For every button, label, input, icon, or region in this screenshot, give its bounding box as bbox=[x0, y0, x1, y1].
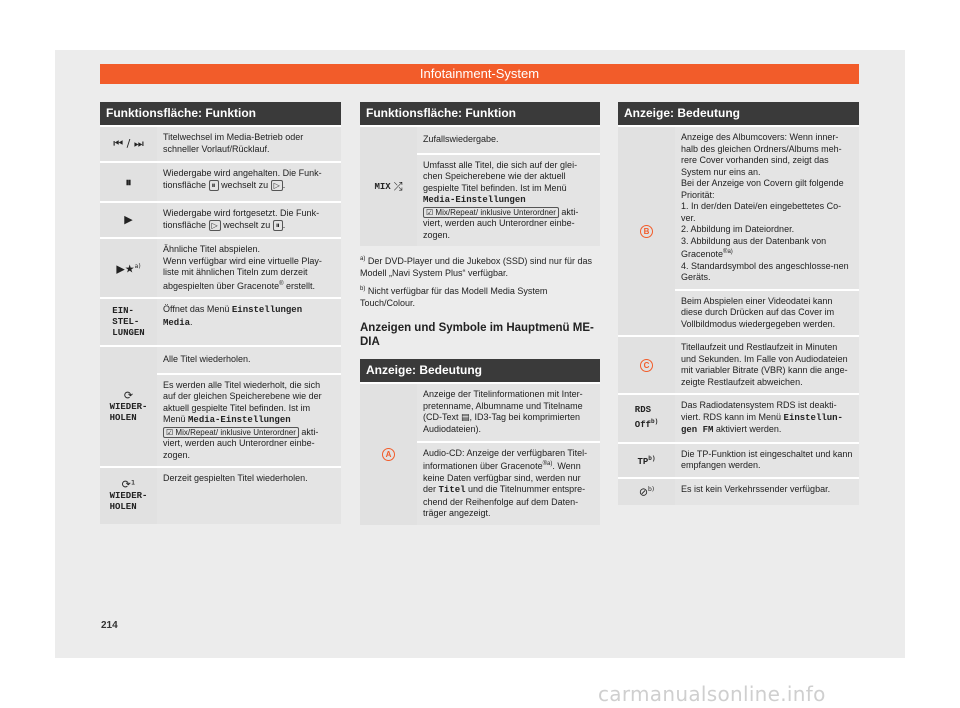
prev-next-icon bbox=[100, 127, 157, 161]
row-description: Die TP-Funktion ist eingeschaltet und kann empfangen werden. bbox=[675, 444, 859, 477]
watermark: carmanualsonline.info bbox=[598, 682, 826, 706]
function-table-middle bbox=[360, 102, 600, 525]
pause-button-icon: ⏸ bbox=[273, 220, 283, 231]
table-heading: Anzeige: Bedeutung bbox=[360, 359, 600, 382]
marker-a: A bbox=[382, 448, 395, 461]
section-header: Infotainment-System bbox=[100, 64, 859, 84]
rds-off-key: RDS Off$^{b)}$ bbox=[634, 405, 659, 431]
row-description: Es ist kein Verkehrssender verfügbar. bbox=[675, 479, 859, 505]
row-description: Titelwechsel im Media-Betrieb oder schneller Vorlauf/Rücklauf. bbox=[157, 127, 341, 161]
function-table-left bbox=[100, 102, 341, 524]
page-number: 214 bbox=[101, 620, 118, 631]
table-row bbox=[100, 201, 341, 237]
row-description: Derzeit gespielten Titel wiederholen. bbox=[157, 468, 341, 524]
table-row bbox=[618, 442, 859, 477]
repeat-one-icon: ⟳¹ bbox=[121, 478, 136, 491]
checkbox-option: ☑ Mix/Repeat/ inklusive Unterordner bbox=[423, 207, 559, 218]
footnote-b: $^{b)}$ Nicht verfügbar für das Modell Media System Touch/Colour. bbox=[360, 286, 548, 308]
table-row bbox=[618, 477, 859, 505]
table-row bbox=[360, 382, 600, 525]
row-description: Wiedergabe wird fortgesetzt. Die Funk-tionsfläche ▷ wechselt zu ⏸ . bbox=[157, 203, 341, 237]
mix-key: MIX bbox=[374, 181, 391, 192]
table-row bbox=[618, 125, 859, 335]
row-description: Es werden alle Titel wiederholt, die sich auf der gleichen Speicherebene wie der aktuell gespielte Titel befinden. Ist im Menü Media-Einstellungen ☑ Mix/Repeat/ inklusive Unterordner akti-viert, werden auch Unterordner einbe-zogen. bbox=[157, 373, 341, 467]
settings-key: EIN- STEL- LUNGEN bbox=[112, 305, 145, 338]
tp-key: TP$^{b)}$ bbox=[637, 454, 656, 467]
skip-icon: ⏮ / ⏭ bbox=[113, 137, 144, 150]
table-row bbox=[360, 125, 600, 246]
play-button-icon: ▷ bbox=[209, 220, 221, 231]
table-row bbox=[618, 335, 859, 393]
table-row bbox=[100, 466, 341, 524]
checkbox-option: ☑ Mix/Repeat/ inklusive Unterordner bbox=[163, 427, 299, 438]
table-row bbox=[100, 237, 341, 297]
table-row bbox=[100, 297, 341, 345]
row-description: Das Radiodatensystem RDS ist deakti-viert. RDS kann im Menü Einstellun-gen FM aktiviert werden. bbox=[675, 395, 859, 442]
row-description: Alle Titel wiederholen. bbox=[157, 347, 341, 373]
row-description: Titellaufzeit und Restlaufzeit in Minuten und Sekunden. Im Falle von Audiodateien mit variabler Bitrate (VBR) kann die ange-zeigte Restlaufzeit abweichen. bbox=[675, 337, 859, 393]
table-row bbox=[100, 345, 341, 466]
row-description: Anzeige des Albumcovers: Wenn inner-halb des gleichen Ordners/Albums meh-rere Cover vorhanden sind, zeigt das System nur eins an. Bei der Anzeige von Covern gilt folgende Priorität: 1. In der/den Datei/en eingebettetes Co-ver. 2. Abbildung im Dateiordner. 3. Abbildung aus der Datenbank von Gracenote$^{®a)}$ 4. Standardsymbol des angeschlosse-nen Geräts. bbox=[675, 127, 859, 289]
row-description: Umfasst alle Titel, die sich auf der glei-chen Speicherebene wie der aktuell gespielte Titel befinden. Ist im Menü Media-Einstellungen ☑ Mix/Repeat/ inklusive Unterordner akti-viert, werden auch Unterordner einbe-zogen. bbox=[417, 153, 600, 247]
table-heading: Funktionsfläche: Funktion bbox=[360, 102, 600, 125]
marker-b: B bbox=[640, 225, 653, 238]
row-description: Zufallswiedergabe. bbox=[417, 127, 600, 153]
table-row bbox=[100, 161, 341, 201]
shuffle-icon: ⤮ bbox=[393, 179, 403, 193]
row-description: Ähnliche Titel abspielen. Wenn verfügbar wird eine virtuelle Play-liste mit ähnlichen Titeln zum derzeit abgespielten über Gracenote® erstellt. bbox=[157, 239, 341, 297]
repeat-key: WIEDER- HOLEN bbox=[109, 401, 148, 423]
cd-text-icon: ▤ bbox=[461, 413, 470, 423]
repeat-key: WIEDER- HOLEN bbox=[109, 491, 148, 512]
footnote-a: $^{a)}$ Der DVD-Player und die Jukebox (SSD) sind nur für das Modell „Navi System Plus“ verfügbar. bbox=[360, 256, 592, 278]
row-description: Audio-CD: Anzeige der verfügbaren Titel-informationen über Gracenote$^{®a)}$. Wenn keine Daten verfügbar sind, werden nur der Titel und die Titelnummer entspre-chend der Reihenfolge auf dem Daten-träger angezeigt. bbox=[417, 441, 600, 525]
row-description: Anzeige der Titelinformationen mit Inter-pretenname, Albumname und Titelname (CD-Text ▤, ID3-Tag bei komprimierten Audiodateien). bbox=[417, 384, 600, 441]
row-description: Öffnet das Menü Einstellungen Media. bbox=[157, 299, 341, 345]
play-similar-icon: ▶★$^{a)}$ bbox=[116, 262, 141, 276]
table-heading: Anzeige: Bedeutung bbox=[618, 102, 859, 125]
display-table-right bbox=[618, 102, 859, 505]
play-button-icon: ▷ bbox=[271, 180, 283, 191]
no-traffic-station-icon: ⊘$^{b)}$ bbox=[638, 485, 655, 499]
table-row bbox=[618, 393, 859, 442]
play-icon: ▶ bbox=[124, 213, 133, 226]
row-description: Wiedergabe wird angehalten. Die Funk-tionsfläche ⏸ wechselt zu ▷ . bbox=[157, 163, 341, 201]
section-heading: Anzeigen und Symbole im Hauptmenü ME-DIA bbox=[360, 322, 594, 348]
marker-c: C bbox=[640, 359, 653, 372]
pause-icon: ⏸ bbox=[125, 175, 132, 189]
table-heading: Funktionsfläche: Funktion bbox=[100, 102, 341, 125]
pause-button-icon: ⏸ bbox=[209, 180, 219, 191]
table-row bbox=[100, 125, 341, 161]
repeat-all-icon: ⟳ bbox=[123, 388, 134, 402]
row-description: Beim Abspielen einer Videodatei kann diese durch Drücken auf das Cover im Vollbildmodus wiedergegeben werden. bbox=[675, 289, 859, 336]
